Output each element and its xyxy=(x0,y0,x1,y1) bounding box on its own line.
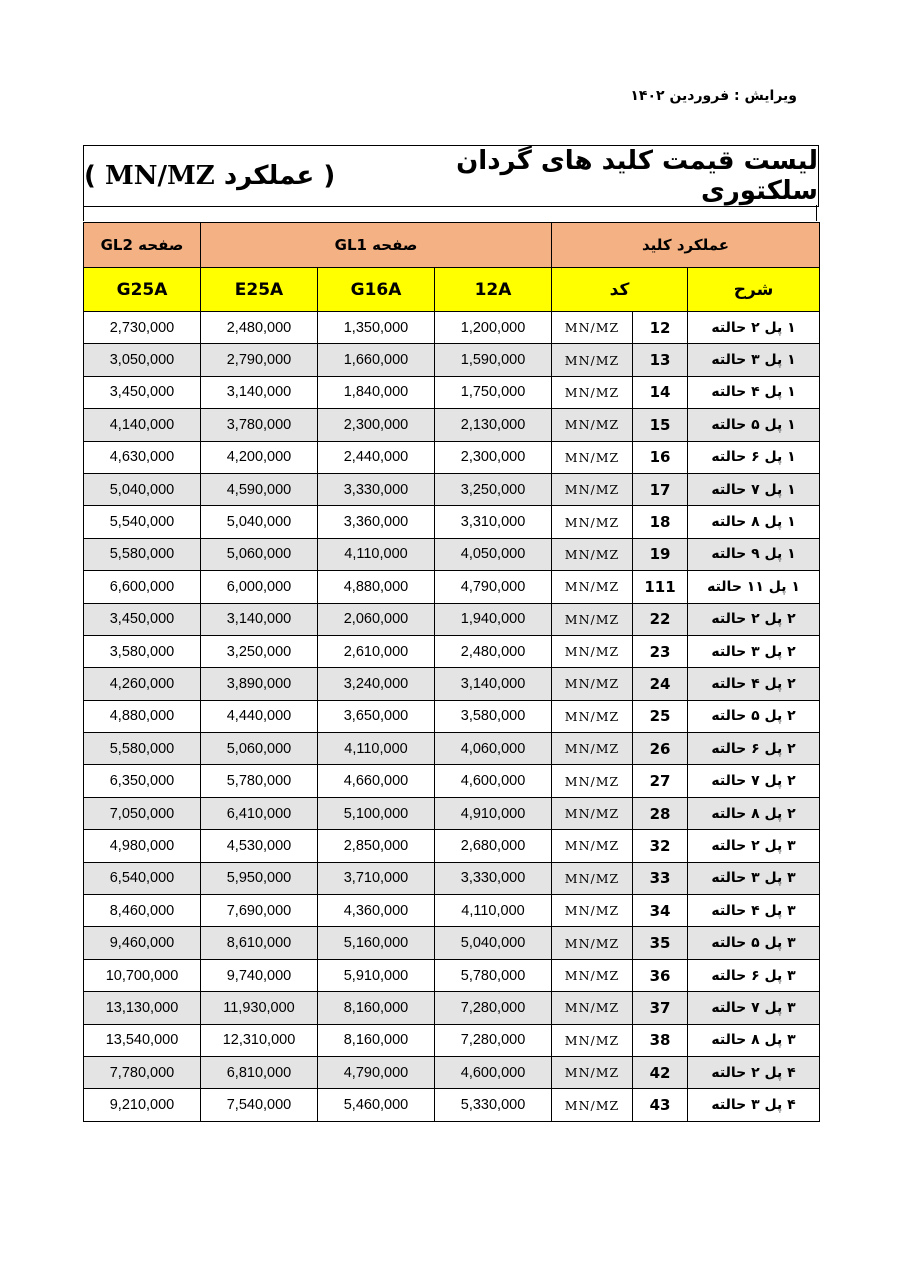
price-12a-cell: 1,200,000 xyxy=(435,312,552,344)
description-cell: ۱ پل ۵ حالته xyxy=(688,409,820,441)
header-page-gl1: صفحه GL1 xyxy=(201,223,552,268)
function-code-cell: MN/MZ xyxy=(552,441,633,473)
table-row xyxy=(84,765,820,797)
price-12a-cell: 3,310,000 xyxy=(435,506,552,538)
price-12a-cell: 4,600,000 xyxy=(435,765,552,797)
title-mode-label: عملکرد xyxy=(223,161,315,191)
price-12a-cell: 5,040,000 xyxy=(435,927,552,959)
price-g16a-cell: 4,880,000 xyxy=(318,571,435,603)
price-12a-cell: 4,910,000 xyxy=(435,797,552,829)
table-row xyxy=(84,992,820,1024)
page-title xyxy=(83,145,819,207)
description-cell: ۲ پل ۲ حالته xyxy=(688,603,820,635)
price-g25a-cell: 6,540,000 xyxy=(84,862,201,894)
header-code: کد xyxy=(552,268,688,312)
description-cell: ۳ پل ۳ حالته xyxy=(688,862,820,894)
switch-code-cell: 43 xyxy=(633,1089,688,1121)
function-code-cell: MN/MZ xyxy=(552,635,633,667)
price-e25a-cell: 6,000,000 xyxy=(201,571,318,603)
header-description: شرح xyxy=(688,268,820,312)
switch-code-cell: 12 xyxy=(633,312,688,344)
switch-code-cell: 27 xyxy=(633,765,688,797)
price-g25a-cell: 4,630,000 xyxy=(84,441,201,473)
price-g25a-cell: 4,260,000 xyxy=(84,668,201,700)
price-g25a-cell: 10,700,000 xyxy=(84,959,201,991)
table-row xyxy=(84,700,820,732)
switch-code-cell: 34 xyxy=(633,895,688,927)
function-code-cell: MN/MZ xyxy=(552,409,633,441)
price-g16a-cell: 1,840,000 xyxy=(318,376,435,408)
description-cell: ۳ پل ۴ حالته xyxy=(688,895,820,927)
price-e25a-cell: 8,610,000 xyxy=(201,927,318,959)
price-g25a-cell: 4,880,000 xyxy=(84,700,201,732)
group-header-row xyxy=(84,223,820,268)
description-cell: ۳ پل ۷ حالته xyxy=(688,992,820,1024)
price-e25a-cell: 4,590,000 xyxy=(201,473,318,505)
price-g25a-cell: 9,210,000 xyxy=(84,1089,201,1121)
switch-code-cell: 24 xyxy=(633,668,688,700)
price-g16a-cell: 8,160,000 xyxy=(318,992,435,1024)
description-cell: ۱ پل ۸ حالته xyxy=(688,506,820,538)
price-e25a-cell: 6,810,000 xyxy=(201,1056,318,1088)
price-12a-cell: 7,280,000 xyxy=(435,992,552,1024)
price-g16a-cell: 2,060,000 xyxy=(318,603,435,635)
function-code-cell: MN/MZ xyxy=(552,992,633,1024)
price-12a-cell: 2,680,000 xyxy=(435,830,552,862)
description-cell: ۲ پل ۳ حالته xyxy=(688,635,820,667)
price-g16a-cell: 8,160,000 xyxy=(318,1024,435,1056)
function-code-cell: MN/MZ xyxy=(552,700,633,732)
switch-code-cell: 35 xyxy=(633,927,688,959)
description-cell: ۲ پل ۸ حالته xyxy=(688,797,820,829)
price-12a-cell: 5,330,000 xyxy=(435,1089,552,1121)
price-12a-cell: 4,790,000 xyxy=(435,571,552,603)
price-g16a-cell: 4,790,000 xyxy=(318,1056,435,1088)
price-e25a-cell: 4,200,000 xyxy=(201,441,318,473)
function-code-cell: MN/MZ xyxy=(552,765,633,797)
title-paren-open: ( xyxy=(323,161,336,191)
price-g25a-cell: 3,450,000 xyxy=(84,603,201,635)
price-e25a-cell: 5,060,000 xyxy=(201,538,318,570)
switch-code-cell: 14 xyxy=(633,376,688,408)
price-12a-cell: 4,600,000 xyxy=(435,1056,552,1088)
price-12a-cell: 3,330,000 xyxy=(435,862,552,894)
price-e25a-cell: 3,890,000 xyxy=(201,668,318,700)
table-row xyxy=(84,635,820,667)
price-g25a-cell: 9,460,000 xyxy=(84,927,201,959)
price-g16a-cell: 2,300,000 xyxy=(318,409,435,441)
price-g16a-cell: 5,460,000 xyxy=(318,1089,435,1121)
price-12a-cell: 2,130,000 xyxy=(435,409,552,441)
price-g25a-cell: 4,140,000 xyxy=(84,409,201,441)
price-e25a-cell: 5,040,000 xyxy=(201,506,318,538)
table-row xyxy=(84,862,820,894)
header-g25a: G25A xyxy=(84,268,201,312)
price-g16a-cell: 3,650,000 xyxy=(318,700,435,732)
edition-date: ویرایش : فروردین ۱۴۰۲ xyxy=(630,88,797,104)
price-g25a-cell: 7,780,000 xyxy=(84,1056,201,1088)
table-row xyxy=(84,376,820,408)
description-cell: ۱ پل ۲ حالته xyxy=(688,312,820,344)
price-e25a-cell: 11,930,000 xyxy=(201,992,318,1024)
title-paren-close: ) xyxy=(84,161,96,191)
column-header-row xyxy=(84,268,820,312)
description-cell: ۱ پل ۱۱ حالته xyxy=(688,571,820,603)
price-12a-cell: 5,780,000 xyxy=(435,959,552,991)
table-row xyxy=(84,959,820,991)
function-code-cell: MN/MZ xyxy=(552,603,633,635)
price-g16a-cell: 4,660,000 xyxy=(318,765,435,797)
price-g16a-cell: 3,710,000 xyxy=(318,862,435,894)
price-g25a-cell: 5,580,000 xyxy=(84,733,201,765)
price-12a-cell: 7,280,000 xyxy=(435,1024,552,1056)
price-table xyxy=(83,222,820,1122)
price-e25a-cell: 5,780,000 xyxy=(201,765,318,797)
function-code-cell: MN/MZ xyxy=(552,927,633,959)
table-row xyxy=(84,895,820,927)
table-row xyxy=(84,668,820,700)
price-g25a-cell: 4,980,000 xyxy=(84,830,201,862)
price-g25a-cell: 8,460,000 xyxy=(84,895,201,927)
table-row xyxy=(84,571,820,603)
description-cell: ۴ پل ۲ حالته xyxy=(688,1056,820,1088)
price-g25a-cell: 5,040,000 xyxy=(84,473,201,505)
table-row xyxy=(84,927,820,959)
description-cell: ۱ پل ۳ حالته xyxy=(688,344,820,376)
header-e25a: E25A xyxy=(201,268,318,312)
price-e25a-cell: 3,140,000 xyxy=(201,603,318,635)
switch-code-cell: 28 xyxy=(633,797,688,829)
description-cell: ۲ پل ۴ حالته xyxy=(688,668,820,700)
price-g16a-cell: 4,110,000 xyxy=(318,733,435,765)
function-code-cell: MN/MZ xyxy=(552,733,633,765)
switch-code-cell: 25 xyxy=(633,700,688,732)
price-g16a-cell: 1,350,000 xyxy=(318,312,435,344)
price-12a-cell: 2,480,000 xyxy=(435,635,552,667)
description-cell: ۳ پل ۲ حالته xyxy=(688,830,820,862)
table-row xyxy=(84,538,820,570)
description-cell: ۲ پل ۶ حالته xyxy=(688,733,820,765)
header-function: عملکرد کلید xyxy=(552,223,820,268)
function-code-cell: MN/MZ xyxy=(552,312,633,344)
price-e25a-cell: 4,440,000 xyxy=(201,700,318,732)
price-g25a-cell: 6,350,000 xyxy=(84,765,201,797)
function-code-cell: MN/MZ xyxy=(552,473,633,505)
title-spacer xyxy=(83,205,817,221)
price-g16a-cell: 4,110,000 xyxy=(318,538,435,570)
switch-code-cell: 37 xyxy=(633,992,688,1024)
description-cell: ۲ پل ۷ حالته xyxy=(688,765,820,797)
price-g25a-cell: 5,540,000 xyxy=(84,506,201,538)
table-row xyxy=(84,441,820,473)
table-row xyxy=(84,506,820,538)
price-e25a-cell: 6,410,000 xyxy=(201,797,318,829)
price-g16a-cell: 3,360,000 xyxy=(318,506,435,538)
price-e25a-cell: 3,250,000 xyxy=(201,635,318,667)
switch-code-cell: 111 xyxy=(633,571,688,603)
price-e25a-cell: 3,140,000 xyxy=(201,376,318,408)
function-code-cell: MN/MZ xyxy=(552,1056,633,1088)
price-12a-cell: 1,590,000 xyxy=(435,344,552,376)
price-g16a-cell: 3,330,000 xyxy=(318,473,435,505)
switch-code-cell: 16 xyxy=(633,441,688,473)
price-12a-cell: 4,050,000 xyxy=(435,538,552,570)
function-code-cell: MN/MZ xyxy=(552,538,633,570)
price-e25a-cell: 7,690,000 xyxy=(201,895,318,927)
price-12a-cell: 3,140,000 xyxy=(435,668,552,700)
price-g16a-cell: 1,660,000 xyxy=(318,344,435,376)
price-e25a-cell: 3,780,000 xyxy=(201,409,318,441)
price-e25a-cell: 5,060,000 xyxy=(201,733,318,765)
price-g25a-cell: 13,540,000 xyxy=(84,1024,201,1056)
switch-code-cell: 26 xyxy=(633,733,688,765)
header-12a: 12A xyxy=(435,268,552,312)
table-row xyxy=(84,830,820,862)
table-row xyxy=(84,409,820,441)
title-function-code: MN/MZ xyxy=(104,161,215,191)
function-code-cell: MN/MZ xyxy=(552,506,633,538)
price-g16a-cell: 3,240,000 xyxy=(318,668,435,700)
switch-code-cell: 15 xyxy=(633,409,688,441)
description-cell: ۳ پل ۵ حالته xyxy=(688,927,820,959)
price-g16a-cell: 2,440,000 xyxy=(318,441,435,473)
price-g16a-cell: 2,610,000 xyxy=(318,635,435,667)
price-e25a-cell: 5,950,000 xyxy=(201,862,318,894)
table-row xyxy=(84,312,820,344)
price-e25a-cell: 7,540,000 xyxy=(201,1089,318,1121)
price-g25a-cell: 13,130,000 xyxy=(84,992,201,1024)
price-12a-cell: 3,250,000 xyxy=(435,473,552,505)
description-cell: ۱ پل ۴ حالته xyxy=(688,376,820,408)
header-g16a: G16A xyxy=(318,268,435,312)
table-row xyxy=(84,603,820,635)
switch-code-cell: 23 xyxy=(633,635,688,667)
price-g25a-cell: 3,450,000 xyxy=(84,376,201,408)
function-code-cell: MN/MZ xyxy=(552,571,633,603)
price-e25a-cell: 2,790,000 xyxy=(201,344,318,376)
price-12a-cell: 4,060,000 xyxy=(435,733,552,765)
function-code-cell: MN/MZ xyxy=(552,376,633,408)
table-row xyxy=(84,1024,820,1056)
switch-code-cell: 18 xyxy=(633,506,688,538)
price-e25a-cell: 2,480,000 xyxy=(201,312,318,344)
switch-code-cell: 19 xyxy=(633,538,688,570)
price-12a-cell: 1,750,000 xyxy=(435,376,552,408)
price-12a-cell: 1,940,000 xyxy=(435,603,552,635)
function-code-cell: MN/MZ xyxy=(552,862,633,894)
switch-code-cell: 13 xyxy=(633,344,688,376)
price-12a-cell: 4,110,000 xyxy=(435,895,552,927)
description-cell: ۳ پل ۸ حالته xyxy=(688,1024,820,1056)
table-row xyxy=(84,733,820,765)
price-g16a-cell: 5,160,000 xyxy=(318,927,435,959)
switch-code-cell: 17 xyxy=(633,473,688,505)
function-code-cell: MN/MZ xyxy=(552,1089,633,1121)
price-g25a-cell: 3,050,000 xyxy=(84,344,201,376)
switch-code-cell: 22 xyxy=(633,603,688,635)
table-row xyxy=(84,344,820,376)
function-code-cell: MN/MZ xyxy=(552,830,633,862)
price-e25a-cell: 12,310,000 xyxy=(201,1024,318,1056)
price-12a-cell: 3,580,000 xyxy=(435,700,552,732)
price-g16a-cell: 4,360,000 xyxy=(318,895,435,927)
switch-code-cell: 36 xyxy=(633,959,688,991)
function-code-cell: MN/MZ xyxy=(552,895,633,927)
table-row xyxy=(84,797,820,829)
table-row xyxy=(84,473,820,505)
price-e25a-cell: 9,740,000 xyxy=(201,959,318,991)
price-g25a-cell: 2,730,000 xyxy=(84,312,201,344)
function-code-cell: MN/MZ xyxy=(552,344,633,376)
price-e25a-cell: 4,530,000 xyxy=(201,830,318,862)
price-g25a-cell: 7,050,000 xyxy=(84,797,201,829)
switch-code-cell: 33 xyxy=(633,862,688,894)
description-cell: ۲ پل ۵ حالته xyxy=(688,700,820,732)
price-g16a-cell: 5,100,000 xyxy=(318,797,435,829)
table-row xyxy=(84,1056,820,1088)
function-code-cell: MN/MZ xyxy=(552,668,633,700)
description-cell: ۴ پل ۳ حالته xyxy=(688,1089,820,1121)
function-code-cell: MN/MZ xyxy=(552,959,633,991)
switch-code-cell: 38 xyxy=(633,1024,688,1056)
function-code-cell: MN/MZ xyxy=(552,1024,633,1056)
function-code-cell: MN/MZ xyxy=(552,797,633,829)
price-g25a-cell: 6,600,000 xyxy=(84,571,201,603)
price-g25a-cell: 3,580,000 xyxy=(84,635,201,667)
price-g25a-cell: 5,580,000 xyxy=(84,538,201,570)
description-cell: ۱ پل ۷ حالته xyxy=(688,473,820,505)
price-12a-cell: 2,300,000 xyxy=(435,441,552,473)
title-main: لیست قیمت کلید های گردان سلکتوری xyxy=(456,146,818,206)
switch-code-cell: 42 xyxy=(633,1056,688,1088)
price-g16a-cell: 2,850,000 xyxy=(318,830,435,862)
description-cell: ۱ پل ۹ حالته xyxy=(688,538,820,570)
switch-code-cell: 32 xyxy=(633,830,688,862)
table-row xyxy=(84,1089,820,1121)
description-cell: ۳ پل ۶ حالته xyxy=(688,959,820,991)
header-page-gl2: صفحه GL2 xyxy=(84,223,201,268)
description-cell: ۱ پل ۶ حالته xyxy=(688,441,820,473)
price-g16a-cell: 5,910,000 xyxy=(318,959,435,991)
